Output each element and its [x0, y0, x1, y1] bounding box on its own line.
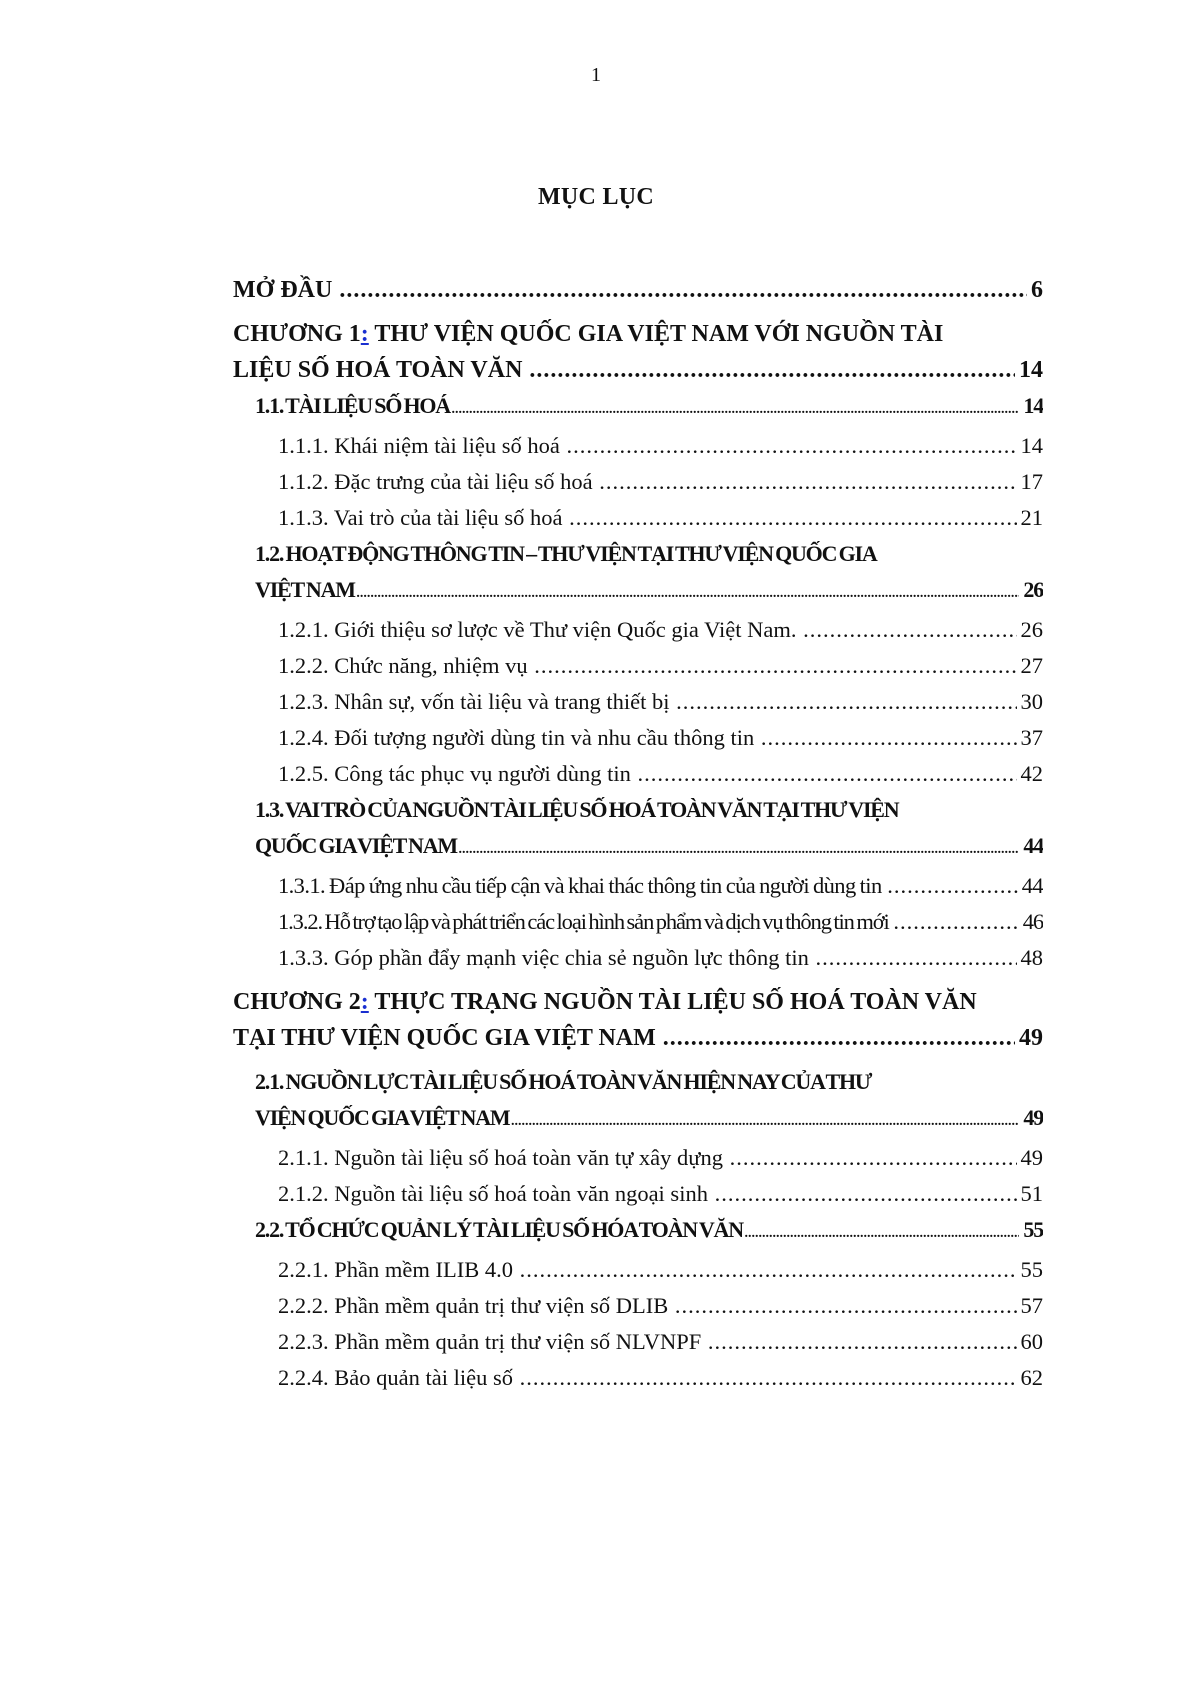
toc-entry-subsection-1-2-3[interactable] [233, 684, 1043, 720]
toc-entry-subsection-2-2-1[interactable] [233, 1252, 1043, 1288]
toc-entry-page: 14 [1015, 352, 1043, 388]
chapter-colon-link[interactable]: : [360, 321, 369, 347]
toc-entry-label-line-2: QUỐC GIA VIỆT NAM ..... [255, 833, 1043, 858]
toc-entry-label: 1.1.1. Khái niệm tài liệu số hoá ..... [278, 433, 1043, 458]
toc-entry-subsection-2-1-2[interactable] [233, 1176, 1043, 1212]
toc-entry-page: 60 [1017, 1324, 1044, 1360]
toc-entry-label: 1.2.2. Chức năng, nhiệm vụ ..... [278, 653, 1043, 678]
toc-entry-page: 49 [1019, 1100, 1043, 1136]
toc-entry-subsection-2-2-3[interactable] [233, 1324, 1043, 1360]
toc-entry-label: MỞ ĐẦU ..... [233, 277, 1043, 303]
toc-entry-label: 1.2.4. Đối tượng người dùng tin và nhu cầu thông tin ..... [278, 725, 1043, 750]
toc-entry-label-line-1: 1.2. HOẠT ĐỘNG THÔNG TIN – THƯ VIỆN TẠI THƯ VIỆN QUỐC GIA [255, 541, 877, 566]
toc-entry-subsection-1-2-5[interactable] [233, 756, 1043, 792]
toc-entry-page: 55 [1017, 1252, 1044, 1288]
toc-entry-section-1-1[interactable] [233, 388, 1043, 428]
toc-entry-page: 49 [1017, 1140, 1044, 1176]
toc-entry-page: 21 [1017, 500, 1044, 536]
toc-entry-page: 49 [1015, 1020, 1043, 1056]
toc-entry-chapter-2[interactable] [233, 984, 1043, 1056]
toc-entry-subsection-1-3-1[interactable] [233, 868, 1043, 904]
toc-entry-label: 1.1. TÀI LIỆU SỐ HOÁ ..... [255, 393, 1043, 418]
chapter-title-part: THỰC TRẠNG NGUỒN TÀI LIỆU SỐ HOÁ TOÀN VĂN [368, 989, 977, 1015]
toc-entry-label: 1.3.2. Hỗ trợ tạo lập và phát triển các loại hình sản phẩm và dịch vụ thông tin mới ..... [278, 909, 1043, 934]
toc-entry-page: 62 [1017, 1360, 1044, 1396]
toc-entry-label: 1.2.3. Nhân sự, vốn tài liệu và trang thiết bị ..... [278, 689, 1043, 714]
toc-entry-page: 14 [1017, 428, 1044, 464]
toc-entry-label: 2.2. TỔ CHỨC QUẢN LÝ TÀI LIỆU SỐ HÓA TOÀN VĂN ..... [255, 1217, 1043, 1242]
toc-entry-label: 2.2.4. Bảo quản tài liệu số ..... [278, 1365, 1043, 1390]
chapter-colon-link[interactable]: : [360, 989, 369, 1015]
toc-entry-label-line-2: VIỆN QUỐC GIA VIỆT NAM ..... [255, 1105, 1043, 1130]
toc-entry-page: 37 [1017, 720, 1044, 756]
page-number: 1 [591, 64, 601, 86]
toc-entry-page: 46 [1019, 904, 1043, 940]
toc-entry-subsection-1-3-2[interactable] [233, 904, 1043, 940]
toc-entry-label: 1.2.1. Giới thiệu sơ lược về Thư viện Quốc gia Việt Nam. ..... [278, 617, 1043, 642]
toc-entry-page: 48 [1017, 940, 1044, 976]
toc-entry-label-line-1: 1.3. VAI TRÒ CỦA NGUỒN TÀI LIỆU SỐ HOÁ TOÀN VĂN TẠI THƯ VIỆN [255, 797, 899, 822]
toc-entry-section-2-2[interactable] [233, 1212, 1043, 1252]
toc-entry-page: 27 [1017, 648, 1044, 684]
toc-entry-label: 1.1.3. Vai trò của tài liệu số hoá ..... [278, 505, 1043, 530]
toc-entry-subsection-1-3-3[interactable] [233, 940, 1043, 976]
chapter-prefix: CHƯƠNG 1 [233, 321, 361, 347]
toc-entry-label-line-2: VIỆT NAM ..... [255, 577, 1043, 602]
toc-entry-label-line-1 [233, 984, 1043, 1020]
toc-entry-label-line-1 [233, 316, 1043, 352]
toc-entry-page: 57 [1017, 1288, 1044, 1324]
toc-entry-label: 2.2.2. Phần mềm quản trị thư viện số DLIB ..... [278, 1293, 1043, 1318]
document-title: MỤC LỤC [537, 184, 655, 210]
toc-entry-page: 6 [1027, 272, 1043, 308]
toc-entry-subsection-1-1-2[interactable] [233, 464, 1043, 500]
toc-entry-label: 1.1.2. Đặc trưng của tài liệu số hoá ..... [278, 469, 1043, 494]
toc-entry-introduction[interactable] [233, 272, 1043, 308]
toc-entry-page: 14 [1019, 388, 1043, 424]
toc-entry-label: 2.2.1. Phần mềm ILIB 4.0 ..... [278, 1257, 1043, 1282]
toc-entry-label: 2.2.3. Phần mềm quản trị thư viện số NLVNPF ..... [278, 1329, 1043, 1354]
toc-entry-label: 1.3.3. Góp phần đẩy mạnh việc chia sẻ nguồn lực thông tin ..... [278, 945, 1043, 970]
toc-entry-subsection-2-2-4[interactable] [233, 1360, 1043, 1396]
toc-entry-label: 1.2.5. Công tác phục vụ người dùng tin ..... [278, 761, 1043, 786]
toc-entry-page: 17 [1017, 464, 1044, 500]
toc-entry-section-2-1[interactable] [233, 1064, 1043, 1140]
toc-entry-section-1-2[interactable] [233, 536, 1043, 612]
chapter-prefix: CHƯƠNG 2 [233, 989, 361, 1015]
toc-entry-label-line-2: LIỆU SỐ HOÁ TOÀN VĂN ..... [233, 357, 1043, 383]
toc-entry-label: 1.3.1. Đáp ứng nhu cầu tiếp cận và khai thác thông tin của người dùng tin ..... [278, 873, 1043, 898]
toc-entry-page: 26 [1019, 572, 1043, 608]
chapter-title-part: THƯ VIỆN QUỐC GIA VIỆT NAM VỚI NGUỒN TÀI [368, 321, 944, 347]
toc-entry-label-line-2: TẠI THƯ VIỆN QUỐC GIA VIỆT NAM ..... [233, 1025, 1043, 1051]
toc-entry-subsection-2-2-2[interactable] [233, 1288, 1043, 1324]
toc-entry-label-line-1: 2.1. NGUỒN LỰC TÀI LIỆU SỐ HOÁ TOÀN VĂN HIỆN NAY CỦA THƯ [255, 1069, 872, 1094]
toc-entry-section-1-3[interactable] [233, 792, 1043, 868]
toc-entry-subsection-1-2-2[interactable] [233, 648, 1043, 684]
toc-entry-page: 30 [1017, 684, 1044, 720]
toc-entry-page: 26 [1017, 612, 1044, 648]
toc-entry-label: 2.1.2. Nguồn tài liệu số hoá toàn văn ngoại sinh ..... [278, 1181, 1043, 1206]
toc-entry-subsection-1-1-1[interactable] [233, 428, 1043, 464]
toc-entry-subsection-1-2-1[interactable] [233, 612, 1043, 648]
toc-entry-page: 51 [1017, 1176, 1044, 1212]
toc-entry-subsection-1-2-4[interactable] [233, 720, 1043, 756]
toc-entry-chapter-1[interactable] [233, 316, 1043, 388]
toc-entry-page: 44 [1018, 868, 1043, 904]
toc-entry-subsection-2-1-1[interactable] [233, 1140, 1043, 1176]
toc-entry-page: 44 [1019, 828, 1043, 864]
toc-entry-page: 42 [1017, 756, 1044, 792]
table-of-contents [233, 266, 1043, 1396]
toc-entry-subsection-1-1-3[interactable] [233, 500, 1043, 536]
toc-entry-page: 55 [1019, 1212, 1043, 1248]
toc-entry-label: 2.1.1. Nguồn tài liệu số hoá toàn văn tự xây dựng ..... [278, 1145, 1043, 1170]
